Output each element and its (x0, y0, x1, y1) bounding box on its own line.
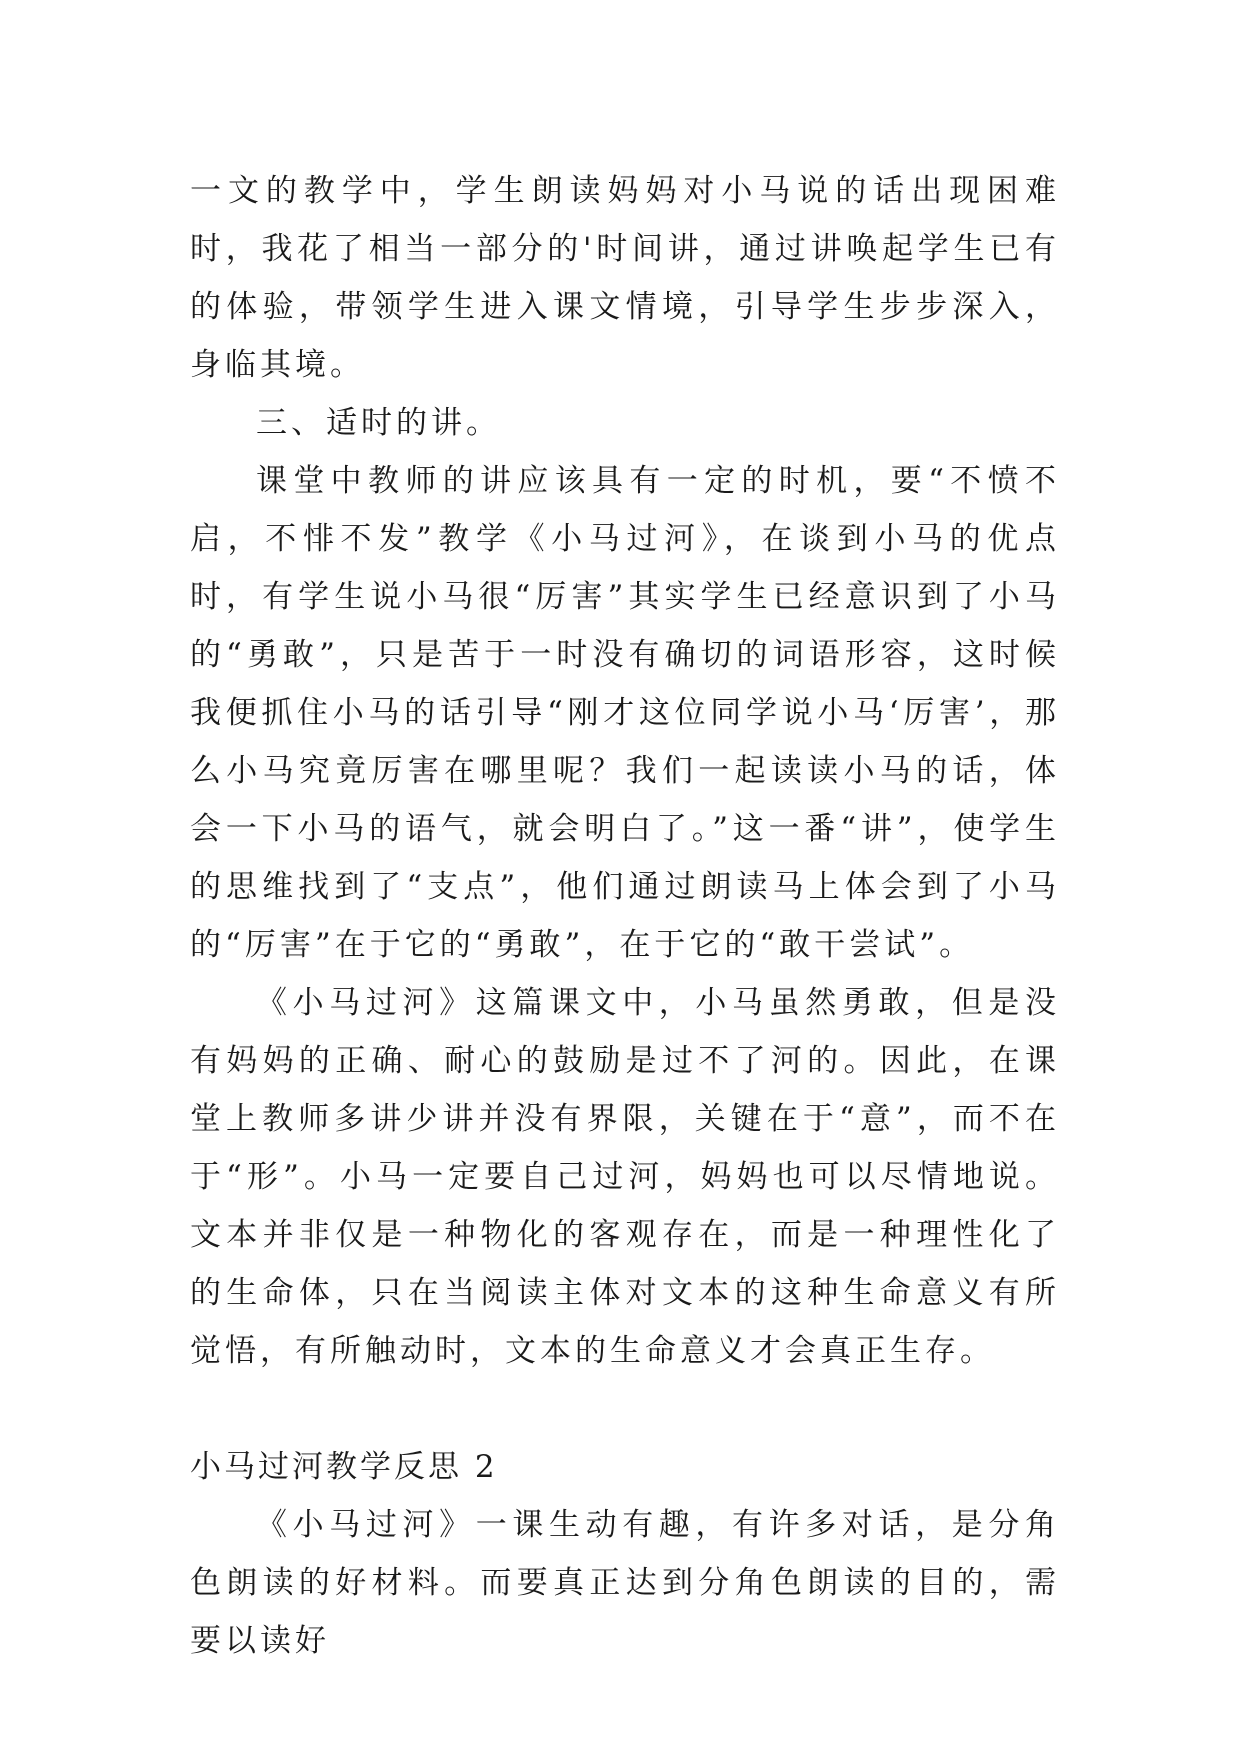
paragraph-summary: 《小马过河》这篇课文中，小马虽然勇敢，但是没有妈妈的正确、耐心的鼓励是过不了河的。因此，在课堂上教师多讲少讲并没有界限，关键在于“意”，而不在于“形”。小马一定要自己过河，妈妈也可以尽情地说。文本并非仅是一种物化的客观存在，而是一种理性化了的生命体，只在当阅读主体对文本的这种生命意义有所觉悟，有所触动时，文本的生命意义才会真正生存。 (190, 985, 1060, 1369)
paragraph-continuation: 一文的教学中，学生朗读妈妈对小马说的话出现困难时，我花了相当一部分的'时间讲，通过讲唤起学生已有的体验，带领学生进入课文情境，引导学生步步深入，身临其境。 (190, 173, 1060, 383)
section-gap (190, 1380, 1060, 1438)
paragraph-timely-teaching: 课堂中教师的讲应该具有一定的时机，要“不愤不启，不悱不发”教学《小马过河》，在谈到小马的优点时，有学生说小马很“厉害”其实学生已经意识到了小马的“勇敢”，只是苦于一时没有确切的词语形容，这时候我便抓住小马的话引导“刚才这位同学说小马‘厉害’，那么小马究竟厉害在哪里呢？我们一起读读小马的话，体会一下小马的语气，就会明白了。”这一番“讲”，使学生的思维找到了“支点”，他们通过朗读马上体会到了小马的“厉害”在于它的“勇敢”，在于它的“敢干尝试”。 (190, 463, 1060, 963)
document-body (190, 162, 1060, 1670)
section-heading-timely-teaching: 三、适时的讲。 (256, 405, 501, 441)
paragraph-reflection-2: 《小马过河》一课生动有趣，有许多对话，是分角色朗读的好材料。而要真正达到分角色朗读的目的，需要以读好 (190, 1507, 1060, 1659)
section-title: 小马过河教学反思 2 (190, 1449, 498, 1485)
